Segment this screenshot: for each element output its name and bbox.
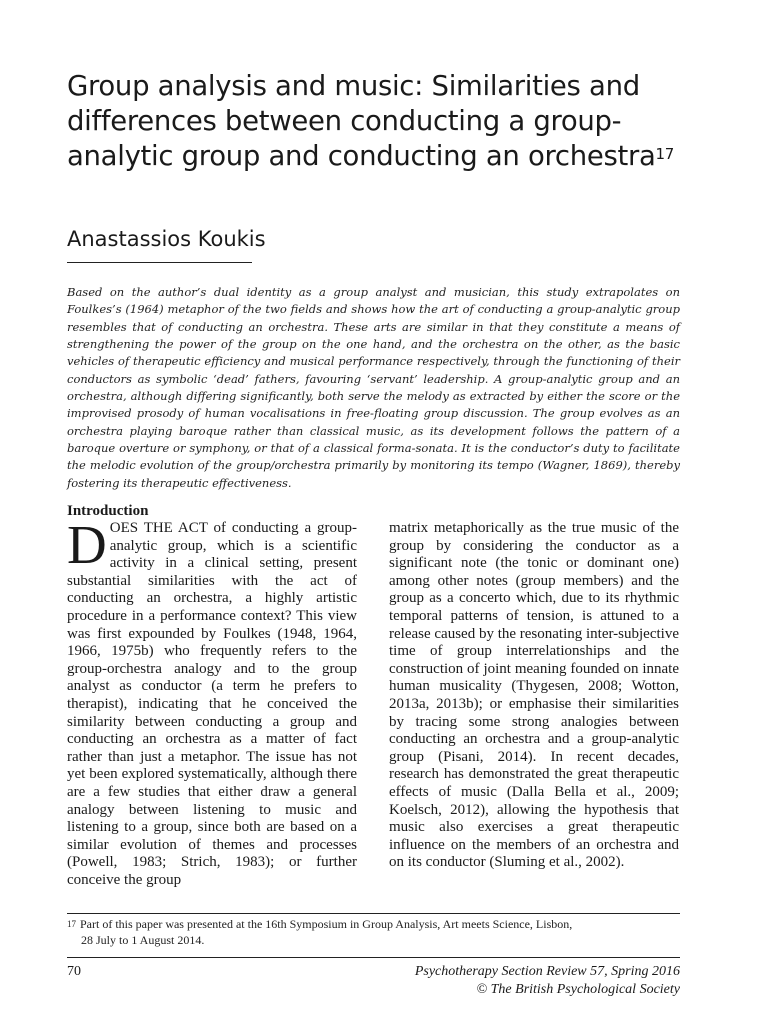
journal-citation: Psychotherapy Section Review 57, Spring 2016 bbox=[414, 964, 680, 979]
body-text-left: OES THE ACT of conducting a group-analytic group, which is a scientific activity in a clinical setting, present substantial similarities with the act of conducting an orchestra, a highly artistic procedure in a performance context? This view was first expounded by Foulkes (1948, 1964, 1966, 1975b) who frequently refers to the group-orchestra analogy and to the group analyst as conductor (a term he prefers to therapist), indicating that he conceived the similarity between conducting a group and conducting an orchestra as a matter of fact rather than just a metaphor. The issue has not yet been explored systematically, although there are a few studies that either draw a general analogy between listening to music and listening to a group, since both are based on a similar evolution of themes and processes (Powell, 1983; Strich, 1983); or further conceive the group bbox=[67, 520, 357, 888]
footnote-text-line1: Part of this paper was presented at the 16th Symposium in Group Analysis, Art meets Science, Lisbon, bbox=[80, 917, 573, 931]
footnote-marker: 17 bbox=[67, 919, 76, 929]
body-text-right: matrix metaphorically as the true music of the group by considering the conductor as a significant note (the tonic or dominant one) among other notes (group members) and the group as a concerto which, due to its rhythmic temporal patterns of tension, is attuned to a release caused by the resonating inter-subjective time of group interrelationships and the construction of joint meaning founded on innate human musicality (Thygesen, 2008; Wotton, 2013a, 2013b); or emphasise their similarities by tracing some strong analogies between conducting an orchestra and a group-analytic group (Pisani, 2014). In recent decades, research has demonstrated the great therapeutic effects of music (Dalla Bella et al., 2009; Koelsch, 2012), allowing the hypothesis that music also exercises a great therapeutic influence on the members of an orchestra and on its conductor (Sluming et al., 2002). bbox=[389, 520, 679, 871]
author-name: Anastassios Koukis bbox=[67, 227, 266, 251]
footnote-text-line2: 28 July to 1 August 2014. bbox=[81, 932, 205, 947]
article-title-text: Group analysis and music: Similarities and differences between conducting a group-analytic group and conducting an orchestra bbox=[67, 70, 656, 172]
drop-cap: D bbox=[67, 514, 107, 575]
title-footnote-marker[interactable]: 17 bbox=[655, 145, 675, 163]
footnote bbox=[67, 917, 680, 948]
footnote-divider bbox=[67, 913, 680, 914]
body-column-right bbox=[389, 520, 679, 872]
section-heading-introduction: Introduction bbox=[67, 503, 149, 519]
author-divider bbox=[67, 262, 252, 263]
journal-info bbox=[415, 963, 680, 999]
article-title bbox=[67, 69, 687, 174]
abstract-text: Based on the author’s dual identity as a group analyst and musician, this study extrapolates on Foulkes’s (1964) metaphor of the two fields and shows how the art of conducting a group-analytic group resembles that of conducting an orchestra. These arts are similar in that they constitute a means of strengthening the power of the group on the one hand, and the orchestra on the other, as the basic vehicles of therapeutic efficiency and musical performance respectively, through the functioning of their conductors as symbolic ‘dead’ fathers, favouring ‘servant’ leadership. A group-analytic group and an orchestra, although differing significantly, both serve the melody as extracted by either the score or the improvised prosody of human vocalisations in free-floating group discussion. The group evolves as an orchestra playing baroque rather than classical music, as its development follows the pattern of a baroque overture or symphony, or that of a classical forma-sonata. It is the conductor’s duty to facilitate the melodic evolution of the group/orchestra primarily by monitoring its tempo (Wagner, 1869), thereby fostering its therapeutic effectiveness. bbox=[67, 285, 680, 490]
copyright-notice: © The British Psychological Society bbox=[476, 982, 680, 997]
page-footer-divider bbox=[67, 957, 680, 958]
body-column-left bbox=[67, 514, 357, 889]
page-number: 70 bbox=[67, 964, 81, 979]
